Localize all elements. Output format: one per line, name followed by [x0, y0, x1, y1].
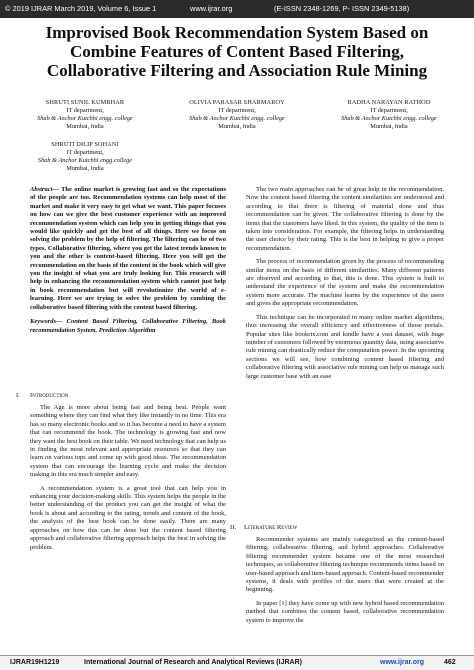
- footer-page-number: 462: [444, 659, 456, 666]
- left-column: [30, 186, 226, 335]
- paragraph: A recommendation system is a great tool that can help you in enhancing your decision-making skills. This system helps the people in the better understanding of the product you can get the insight of what the book is about and according to the rating, trends and content of the book, the analysis of the best book can be done easily. There are many approaches on how this can be done but the content based filtering approach and collaborative filtering approach helps the best in solving the problem.: [30, 484, 226, 551]
- author-city: Mumbai, India: [66, 165, 104, 172]
- author-college: Shah & Anchor Kutchhi engg. college: [189, 115, 285, 122]
- header-issn: (E-ISSN 2348-1269, P- ISSN 2349-5138): [274, 4, 410, 13]
- author-dept: IT department,: [66, 149, 104, 156]
- header-url-link[interactable]: www.ijrar.org: [190, 4, 233, 13]
- paper-title: Improvised Book Recommendation System Based on Combine Features of Content Based Filtering, Collaborative Filtering and Association Rule Mining: [45, 23, 429, 80]
- abstract: [30, 186, 226, 312]
- author-name: OLIVIA PARASAR SHARMAROY: [189, 99, 285, 106]
- footer-journal: International Journal of Research and Analytical Reviews (IJRAR): [84, 659, 302, 666]
- section-title: Literature Review: [244, 524, 298, 531]
- abstract-label: Abstract—: [30, 186, 59, 193]
- footer-url-link[interactable]: www.ijrar.org: [380, 659, 425, 666]
- footer-paper-id: IJRAR19H1219: [10, 659, 60, 666]
- right-column: [246, 186, 444, 386]
- author-block: [172, 99, 302, 131]
- keywords-label: Keywords—: [30, 318, 63, 326]
- section-number: I.: [16, 392, 20, 399]
- header-issue: © 2019 IJRAR March 2019, Volume 6, Issue 1: [5, 4, 157, 13]
- paragraph: The Age is more about being fast and being best. People want something where they can find what they like instantly in no time. This era has so many electronic books and so it has become a need to have a system that can recommend the book. The technology is growing fast and now they want the best book on their table. We need technology that can help us in finding the most relevant and appropriate resources so that they can learn on various tops and come up with good ideas. The recommendation system that can encourage the learning cycle and make the decision making in this era much simpler and easy.: [30, 404, 226, 479]
- author-block: [324, 99, 454, 131]
- author-dept: IT department,: [370, 107, 408, 114]
- author-dept: IT department,: [66, 107, 104, 114]
- author-block: [20, 141, 150, 173]
- page-footer: [0, 655, 474, 670]
- section-title: Introduction: [30, 392, 69, 399]
- author-name: SHRUTI DILIP SOHANI: [51, 141, 119, 148]
- literature-review-body: [246, 536, 444, 630]
- page-header: [0, 0, 474, 18]
- author-name: RADHA NARAYAN RATHOD: [347, 99, 431, 106]
- paragraph: In paper [1] they have come up with new hybrid based recommendation method that combines the content based, collaborative recommendation system to improve the: [246, 599, 444, 624]
- author-block: [20, 99, 150, 131]
- introduction-body: [30, 404, 226, 557]
- author-name: SHRUTI SUNIL KUMBHAR: [45, 99, 125, 106]
- paragraph: The process of recommendation given by the process of recommending similar items on the basis of different similarities. Many different patterns are observed and according to that, this is done. This system is built to understand the experience of the system and make the recommendation system more accurate. The machine learns by the experience of the users and gives the appropriate recommendation.: [246, 258, 444, 308]
- author-college: Shah & Anchor Kutchhi engg. college: [341, 115, 437, 122]
- author-dept: IT department,: [218, 107, 256, 114]
- section-heading-introduction: [16, 392, 216, 401]
- keywords: [30, 318, 226, 335]
- section-number: II.: [230, 524, 237, 531]
- paragraph: Recommender systems are mainly categorized as the content-based filtering, collaborative filtering, and hybrid approaches. Collaborative filtering recommender system became one of the most researched techniques, as collaborative filtering technique recommends items based on user-based approach and item-based approach. Content-based recommender systems, it deals with profiles of the users that were created at the beginning.: [246, 536, 444, 594]
- abstract-text: The online market is growing fast and so the expectations of the people are too. Recommendation systems can help most of the market and make it very easy to get what we want. This paper focuses on how can we give the best customer experience with an improved recommendation system which can help you in getting things that you would like quickly and get the best of all things. Here we focus on solving the problem by the help of filtering. The filtering can be of two types. Collaborative filtering, where you get the latest trends known to you and the other is content-based filtering. Here you will get the recommendation on the basis of the content in the book which will give you the insight of what you are truly looking for. This research will help in enhancing the recommendation system which cannot just help in book recommendation but will revolutionize the world of e-learning. Here we are trying to solve the problem by combing the collaborative based filtering with the content based filtering.: [30, 186, 226, 311]
- author-college: Shah & Anchor Kutchhi engg. college: [37, 115, 133, 122]
- author-city: Mumbai, India: [370, 123, 408, 130]
- paragraph: This technique can be incorporated in many online market algorithms, thus increasing the overall efficiency and effectiveness of those portals. Popular sites like bookrix.com and kindle have a vast dataset, with huge number of customers followed by enormous quantity data, using associative rule mining can drastically reduce the computation power. In the upcoming sections we will see, how combining content based filtering and collaborative filtering with associative rule mining can help us manage such large customer base with an ease: [246, 313, 444, 380]
- author-city: Mumbai, India: [66, 123, 104, 130]
- section-heading-literature-review: [230, 524, 430, 533]
- keywords-text: Content Based Filtering, Collaborative Filtering, Book recommendation System, Prediction Algorithm: [30, 318, 226, 334]
- author-city: Mumbai, India: [218, 123, 256, 130]
- author-college: Shah & Anchor Kutchhi engg.college: [37, 157, 133, 164]
- paragraph: The two main approaches can be of great help in the recommendation. Now the content based filtering the content similarities are understood and according to that there is filtering of material done and thus recommendation can be given. The collaborative filtering is done by the items that the customers have liked. In this system, the quality of the item is taken into consideration. For example, the filtering helps in understanding the user choice by their rating. This is the best in helping to give a proper recommendation.: [246, 186, 444, 252]
